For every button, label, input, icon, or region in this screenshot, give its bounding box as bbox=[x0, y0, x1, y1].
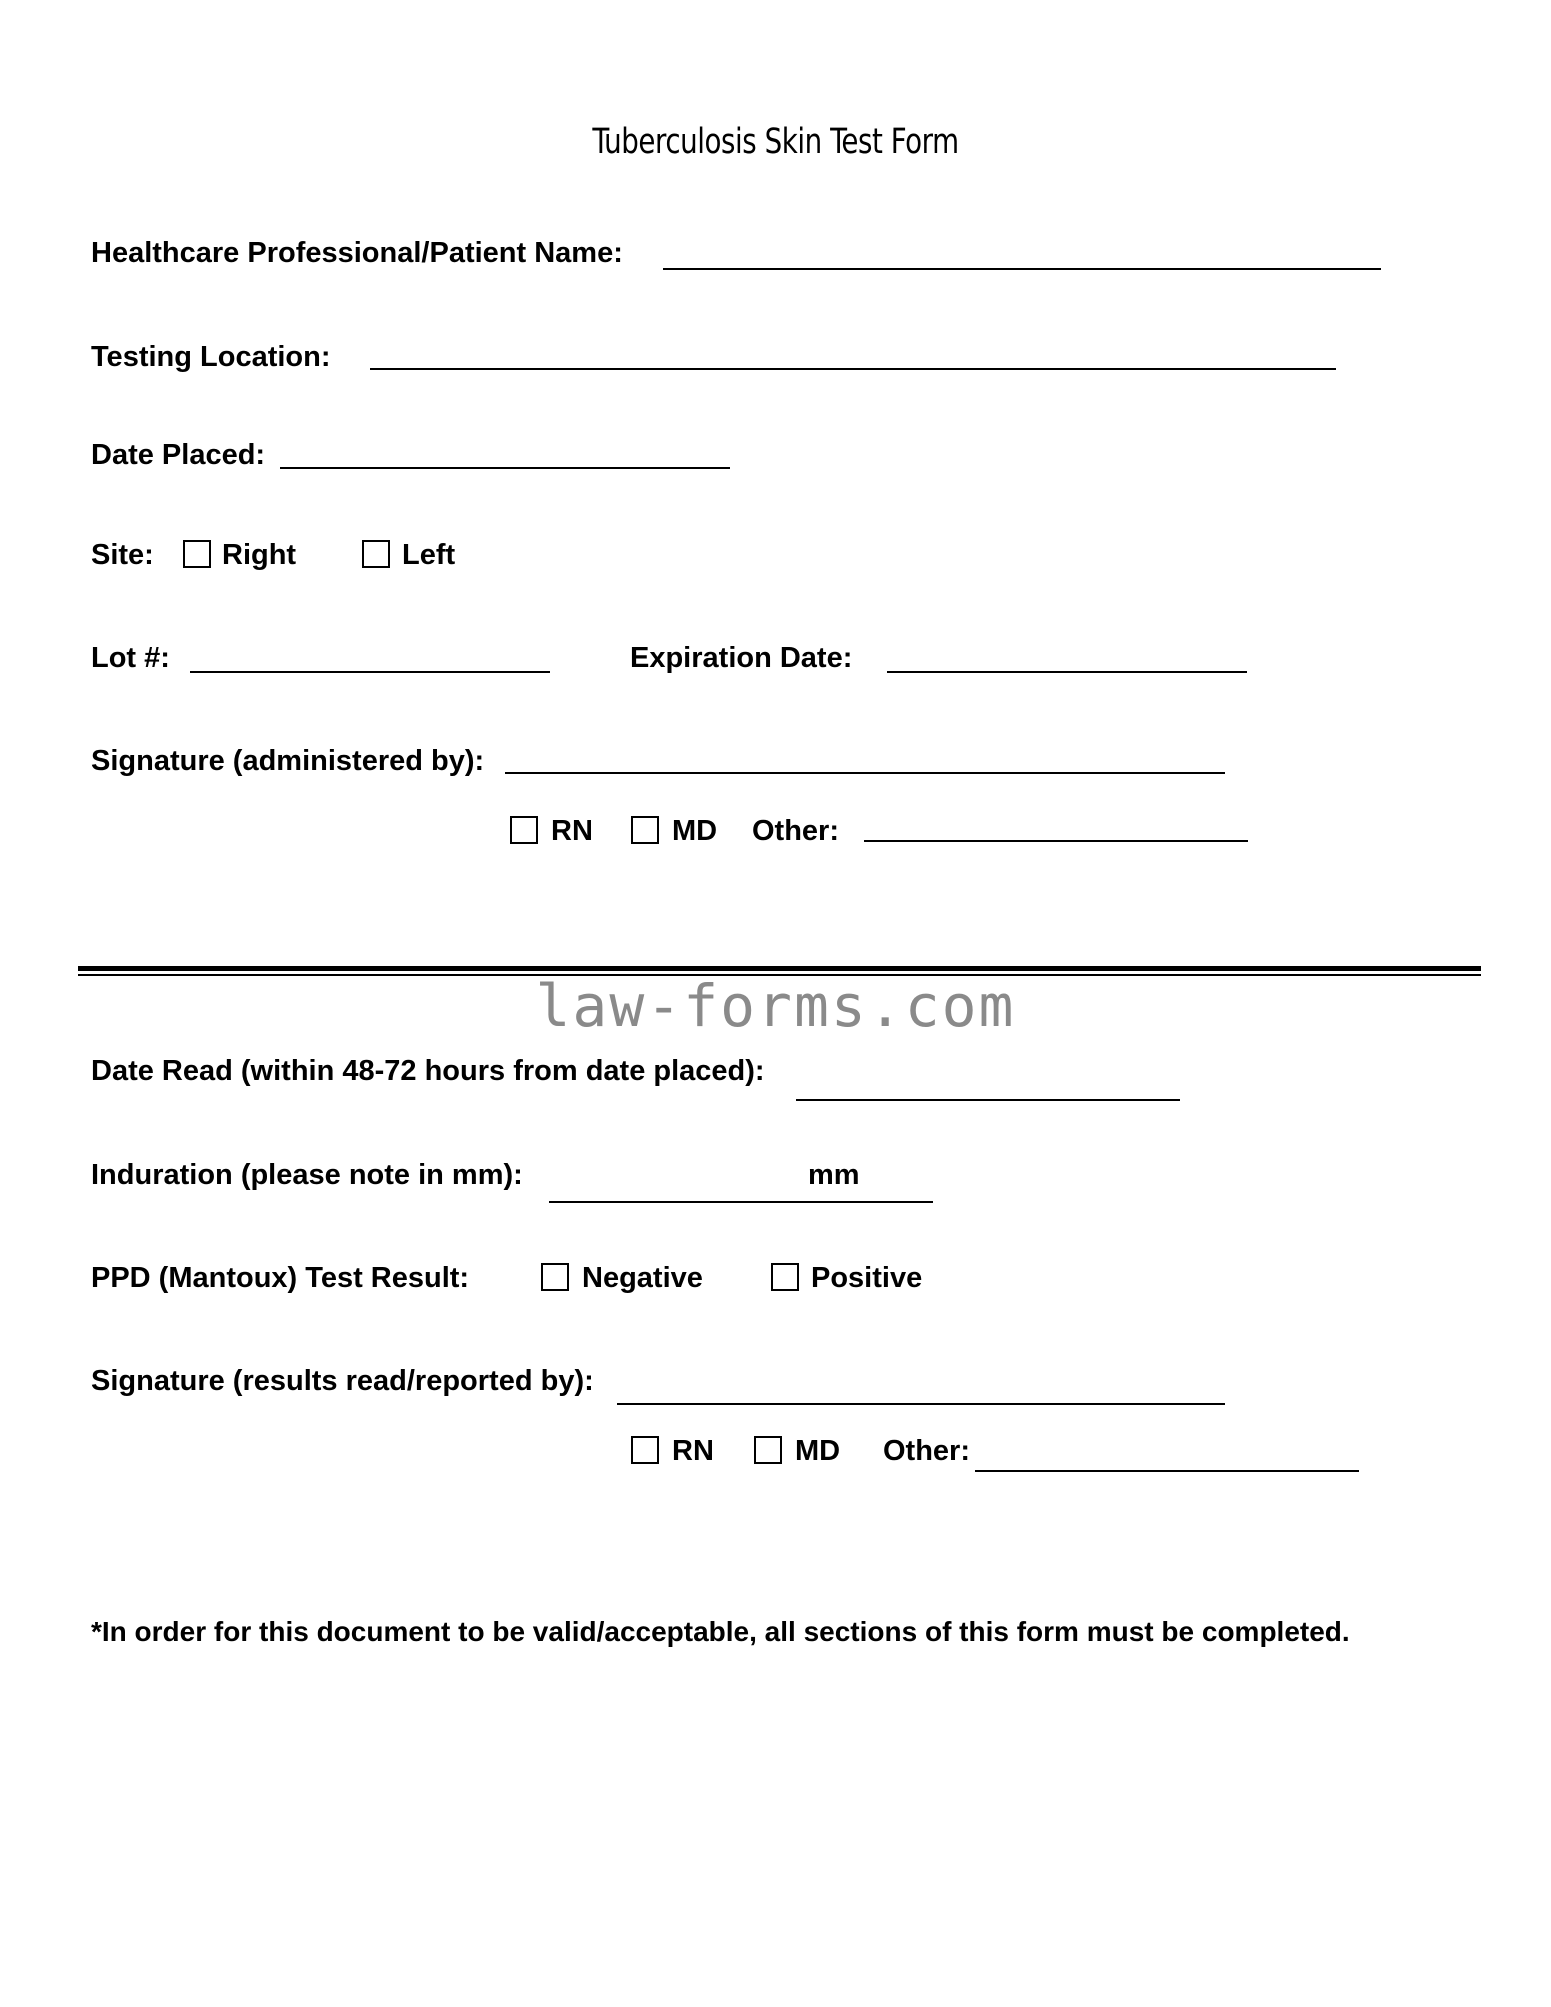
sig-admin-label: Signature (administered by): bbox=[91, 745, 485, 777]
site-left-checkbox[interactable] bbox=[362, 540, 390, 568]
admin-other-label: Other: bbox=[752, 815, 839, 847]
ppd-negative-checkbox[interactable] bbox=[541, 1263, 569, 1291]
admin-rn-label: RN bbox=[551, 815, 593, 847]
section-divider bbox=[78, 966, 1481, 971]
lot-field[interactable] bbox=[190, 671, 550, 673]
location-label: Testing Location: bbox=[91, 341, 331, 373]
date-read-label: Date Read (within 48-72 hours from date placed): bbox=[91, 1055, 765, 1087]
read-md-checkbox[interactable] bbox=[754, 1436, 782, 1464]
ppd-positive-label: Positive bbox=[811, 1262, 923, 1294]
site-left-label: Left bbox=[402, 539, 456, 571]
site-label: Site: bbox=[91, 539, 154, 571]
sig-read-label: Signature (results read/reported by): bbox=[91, 1365, 594, 1397]
location-field[interactable] bbox=[370, 368, 1336, 370]
ppd-negative-label: Negative bbox=[582, 1262, 703, 1294]
read-other-field[interactable] bbox=[975, 1470, 1359, 1472]
date-placed-field[interactable] bbox=[280, 467, 730, 469]
sig-read-field[interactable] bbox=[617, 1403, 1225, 1405]
admin-other-field[interactable] bbox=[864, 840, 1248, 842]
form-title: Tuberculosis Skin Test Form bbox=[592, 122, 959, 162]
expiration-label: Expiration Date: bbox=[630, 642, 853, 674]
footnote: *In order for this document to be valid/acceptable, all sections of this form must be completed. bbox=[91, 1616, 1350, 1647]
expiration-field[interactable] bbox=[887, 671, 1247, 673]
read-other-label: Other: bbox=[883, 1435, 970, 1467]
date-placed-label: Date Placed: bbox=[91, 439, 266, 471]
induration-unit: mm bbox=[808, 1159, 860, 1191]
lot-label: Lot #: bbox=[91, 642, 170, 674]
watermark-text: law-forms.com bbox=[535, 972, 1016, 1040]
name-label: Healthcare Professional/Patient Name: bbox=[91, 237, 623, 269]
date-read-field[interactable] bbox=[796, 1099, 1180, 1101]
site-right-checkbox[interactable] bbox=[183, 540, 211, 568]
sig-admin-field[interactable] bbox=[505, 772, 1225, 774]
ppd-label: PPD (Mantoux) Test Result: bbox=[91, 1262, 470, 1294]
name-field[interactable] bbox=[663, 268, 1381, 270]
site-right-label: Right bbox=[222, 539, 297, 571]
admin-md-label: MD bbox=[672, 815, 718, 847]
read-rn-checkbox[interactable] bbox=[631, 1436, 659, 1464]
induration-field[interactable] bbox=[549, 1201, 933, 1203]
read-rn-label: RN bbox=[672, 1435, 714, 1467]
ppd-positive-checkbox[interactable] bbox=[771, 1263, 799, 1291]
induration-label: Induration (please note in mm): bbox=[91, 1159, 523, 1191]
read-md-label: MD bbox=[795, 1435, 841, 1467]
admin-md-checkbox[interactable] bbox=[631, 816, 659, 844]
admin-rn-checkbox[interactable] bbox=[510, 816, 538, 844]
